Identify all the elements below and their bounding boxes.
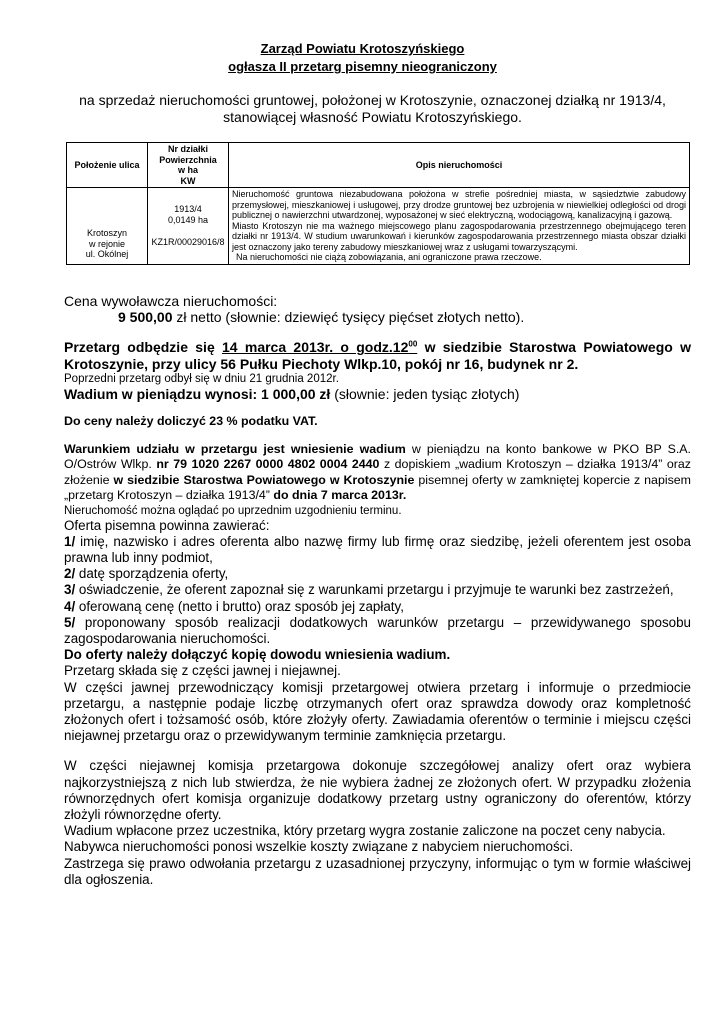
announcement-body [64,293,691,888]
cond-t3: pisemnej oferty w zamkniętej kopercie z napisem „przetarg Krotoszyn – działka 1913/4” [64,472,692,503]
auction-intro: Przetarg odbędzie się [64,339,223,356]
col-header-parcel [148,143,229,188]
price-rest: zł netto (słownie: dziewięć tysięcy pięćset złotych netto). [172,309,525,326]
col-header-parcel-l4: KW [180,175,196,186]
previous-auction: Poprzedni przetarg odbył się w dniu 21 grudnia 2012r. [64,372,339,385]
price-label: Cena wywoławcza nieruchomości: [64,293,278,309]
conditions-paragraph [64,442,691,504]
cell-parcel [148,188,229,265]
deposit-bold: Wadium w pieniądzu wynosi: 1 000,00 zł [64,385,331,402]
costs-paragraph: Nabywca nieruchomości ponosi wszelkie koszty związane z nabyciem nieruchomości. [64,839,574,855]
location-line-1: Krotoszyn [86,228,128,238]
attach-note [64,647,691,663]
cell-description [229,188,690,265]
auction-date-text: 14 marca 2013r. o godz.12 [222,339,409,356]
deposit-info-paragraph: Wadium wpłacone przez uczestnika, który przetarg wygra zostanie zaliczone na poczet ceny nabycia. [64,823,666,839]
description-p2: Miasto Krotoszyn nie ma ważnego miejscowego planu zagospodarowania przestrzennego obejmującego teren działki nr 1913/4. W studium uwarunkowań i kierunków zagospodarowania przestrzennego miasta obszar działki jest oznaczony jako tereny zabudowy mieszkaniowej wraz z usługami towarzyszącymi. [232,220,686,252]
list-item [64,615,691,647]
title-line-1: Zarząd Powiatu Krotoszyńskiego [260,41,465,56]
description-p3: Na nieruchomości nie ciążą zobowiązania, ani ograniczone prawa rzeczowe. [236,252,542,262]
item-5-text: proponowany sposób realizacji dodatkowych warunków przetargu – przewidywanego sposobu zagospodarowania nieruchomości. [64,614,691,646]
location-line-3: ul. Okólnej [85,249,129,259]
col-header-location: Położenie ulica [67,143,148,188]
item-1-text: imię, nazwisko i adres oferenta albo nazwę firmy lub firmę oraz siedzibę, jeżeli oferentem jest osoba prawna lub inny podmiot, [64,533,691,565]
bank-account: nr 79 1020 2267 0000 4802 0004 2440 [156,457,380,472]
item-4-text: oferowaną cenę (netto i brutto) oraz sposób jej zapłaty, [75,598,404,614]
cond-deadline: do dnia 7 marca 2013r. [273,488,407,503]
offer-intro: Oferta pisemna powinna zawierać: [64,517,270,533]
parcel-number: 1913/4 [174,204,202,214]
offer-items-list [64,534,691,647]
col-header-parcel-l2: Powierzchnia [159,154,217,165]
price-amount: 9 500,00 [118,309,173,326]
land-register-number: KZ1R/00029016/8 [151,237,225,247]
attach-text: Do oferty należy dołączyć kopię dowodu wniesienia wadium. [64,647,451,663]
item-4-num: 4/ [64,598,76,614]
list-item [64,599,691,615]
cond-b2: w siedzibie Starostwa Powiatowego w Krotoszynie [113,472,415,487]
list-item [64,566,691,582]
auction-paragraph [64,339,691,371]
cond-t2: z dopiskiem „wadium Krotoszyn – działka 1913/4” oraz złożenie [64,457,691,487]
item-2-text: datę sporządzenia oferty, [75,566,229,582]
open-part-paragraph: W części jawnej przewodniczący komisji przetargowej otwiera przetarg i informuje o przedmiocie przetargu, a następnie podaje liczbę otrzymanych ofert oraz sprawdza dowody oraz kompletność złożonych ofert i tożsamość osób, które złożyły oferty. Zawiadamia oferentów o terminie i miejscu części niejawnej przetargu oraz o przewidywanym terminie zamknięcia przetargu. [64,679,691,744]
col-header-parcel-l3: w ha [177,165,198,175]
item-1-num: 1/ [64,533,76,549]
list-item [64,582,691,598]
item-2-num: 2/ [64,566,76,582]
price-line [64,309,691,325]
property-table [66,142,690,265]
auction-place: w siedzibie Starostwa Powiatowego w Krotoszynie, przy ulicy 56 Pułku Piechoty Wlkp.10, pokój nr 16, budynek nr 2. [64,339,691,372]
table-row [67,188,690,265]
parcel-area: 0,0149 ha [167,214,209,225]
item-5-num: 5/ [64,614,76,630]
closed-part-paragraph: W części niejawnej komisja przetargowa dokonuje szczegółowej analizy ofert oraz wybiera najkorzystniejszą z nich lub stwierdza, że nie wybiera żadnej ze złożonych ofert. W przypadku złożenia równorzędnych ofert komisja organizuje dodatkowy przetarg ustny ograniczony do oferentów, którzy złożyli równorzędne oferty. [64,758,691,822]
deposit-rest: (słownie: jeden tysiąc złotych) [330,385,520,402]
parts-note: Przetarg składa się z części jawnej i niejawnej. [64,663,341,679]
col-header-parcel-l1: Nr działki [167,144,208,154]
item-3-num: 3/ [64,582,76,598]
cell-location [67,188,148,265]
auction-hour-sup: 00 [408,339,418,349]
cond-b1: Warunkiem udziału w przetargu jest wniesienie wadium [64,441,406,456]
cond-t1: w pieniądzu na konto bankowe w PKO BP S.A. O/Ostrów Wlkp. [64,441,691,472]
viewing-note: Nieruchomość można oglądać po uprzednim uzgodnieniu terminu. [64,504,402,517]
vat-note [64,414,691,430]
description-p1: Nieruchomość gruntowa niezabudowana położona w strefie pośredniej miasta, w sąsiedztwie zabudowy przemysłowej, mieszkaniowej i usługowej, przy drodze gruntowej bez uzbrojenia w niewielkiej odległości od drogi publicznej o nawierzchni utwardzonej, wyposażonej w sieć elektryczną, wodociągową, kanalizacyjną i gazową. [232,189,686,220]
vat-text: Do ceny należy doliczyć 23 % podatku VAT. [64,414,318,429]
intro-paragraph: na sprzedaż nieruchomości gruntowej, położonej w Krotoszynie, oznaczonej działką nr 1913/4, stanowiącej własność Powiatu Krotoszyńskiego. [79,92,666,125]
location-line-2: w rejonie [88,238,126,249]
title-line-2: ogłasza II przetarg pisemny nieograniczony [228,59,497,74]
deposit-line [64,386,691,402]
list-item [64,534,691,566]
col-header-description: Opis nieruchomości [229,143,690,188]
reservation-paragraph: Zastrzega się prawo odwołania przetargu z uzasadnionej przyczyny, informując o tym w formie właściwej dla ogłoszenia. [64,855,691,887]
auction-date [222,339,417,355]
item-3-text: oświadczenie, że oferent zapoznał się z warunkami przetargu i przyjmuje te warunki bez zastrzeżeń, [75,582,674,598]
table-header-row [67,143,690,188]
